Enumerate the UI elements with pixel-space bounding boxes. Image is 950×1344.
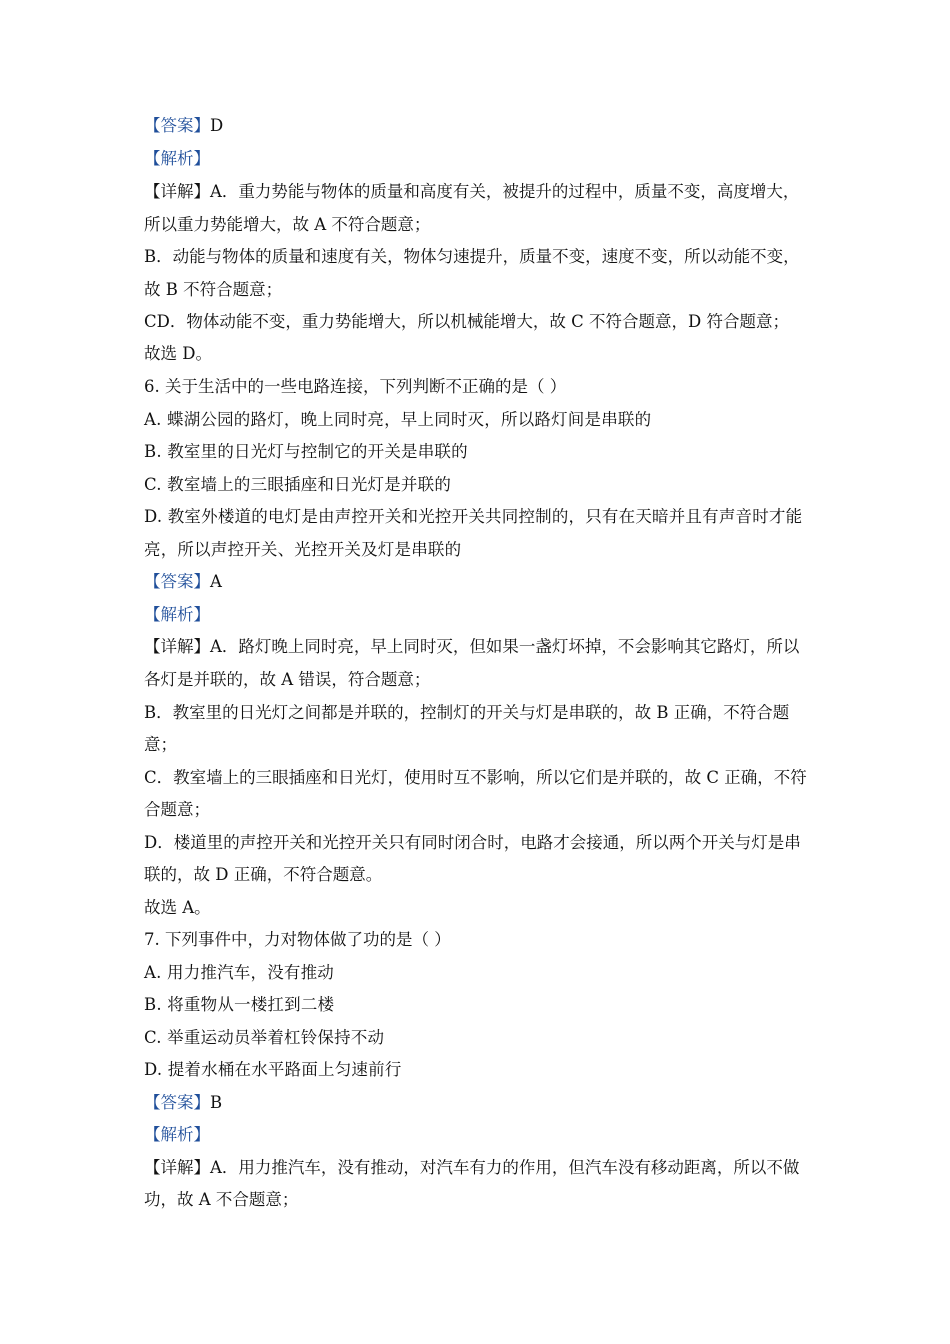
q7-detail-line-1 [144,1155,824,1181]
q6-detail-line-2: 各灯是并联的，故 A 错误，符合题意； [144,670,431,689]
detail-text: A．重力势能与物体的质量和高度有关，被提升的过程中，质量不变，高度增大， [210,182,800,201]
q5-detail-line-5: CD．物体动能不变，重力势能增大，所以机械能增大，故 C 不符合题意，D 符合题意； [144,312,789,331]
detail-text: A．路灯晚上同时亮，早上同时灭，但如果一盏灯坏掉，不会影响其它路灯，所以 [210,637,800,656]
q6-option-b: B. 教室里的日光灯与控制它的开关是串联的 [144,442,468,461]
q5-detail-line-3: B．动能与物体的质量和速度有关，物体匀速提升，质量不变，速度不变，所以动能不变， [144,247,800,266]
q6-detail-line-6: 合题意； [144,800,210,819]
q6-option-c: C. 教室墙上的三眼插座和日光灯是并联的 [144,475,452,494]
q6-detail-line-3: B．教室里的日光灯之间都是并联的，控制灯的开关与灯是串联的，故 B 正确，不符合题 [144,703,790,722]
q5-detail-line-2: 所以重力势能增大，故 A 不符合题意； [144,215,431,234]
answer-tag: 【答案】 [144,572,210,591]
q6-option-d-cont: 亮，所以声控开关、光控开关及灯是串联的 [144,540,462,559]
q5-answer-line [144,113,824,139]
q5-detail-line-1 [144,179,824,205]
q6-detail-line-5: C．教室墙上的三眼插座和日光灯，使用时互不影响，所以它们是并联的，故 C 正确，不符 [144,768,807,787]
answer-value: B [210,1093,223,1112]
analysis-tag: 【解析】 [144,605,210,624]
q6-answer-line [144,569,824,595]
detail-tag: 【详解】 [144,637,210,656]
q7-stem: 7. 下列事件中，力对物体做了功的是（ ） [144,930,451,949]
q6-detail-line-4: 意； [144,735,177,754]
q7-option-b: B. 将重物从一楼扛到二楼 [144,995,335,1014]
detail-text: A．用力推汽车，没有推动，对汽车有力的作用，但汽车没有移动距离，所以不做 [210,1158,800,1177]
q7-option-d: D. 提着水桶在水平路面上匀速前行 [144,1060,402,1079]
q6-analysis-line [144,602,824,628]
q6-detail-line-7: D．楼道里的声控开关和光控开关只有同时闭合时，电路才会接通，所以两个开关与灯是串 [144,833,801,852]
q5-detail-line-4: 故 B 不符合题意； [144,280,283,299]
q6-detail-line-9: 故选 A。 [144,898,211,917]
q7-answer-line [144,1090,824,1116]
detail-tag: 【详解】 [144,182,210,201]
q7-detail-line-2: 功，故 A 不合题意； [144,1190,299,1209]
q5-detail-line-6: 故选 D。 [144,344,212,363]
q7-analysis-line [144,1122,824,1148]
detail-tag: 【详解】 [144,1158,210,1177]
answer-value: A [210,572,222,591]
q6-detail-line-1 [144,634,824,660]
q6-stem: 6. 关于生活中的一些电路连接，下列判断不正确的是（ ） [144,377,567,396]
q6-option-d: D. 教室外楼道的电灯是由声控开关和光控开关共同控制的，只有在天暗并且有声音时才能 [144,507,803,526]
q7-option-c: C. 举重运动员举着杠铃保持不动 [144,1028,385,1047]
q6-option-a: A. 蝶湖公园的路灯，晚上同时亮，早上同时灭，所以路灯间是串联的 [144,410,652,429]
answer-value: D [210,116,224,135]
q6-detail-line-8: 联的，故 D 正确，不符合题意。 [144,865,383,884]
analysis-tag: 【解析】 [144,1125,210,1144]
analysis-tag: 【解析】 [144,149,210,168]
q7-option-a: A. 用力推汽车，没有推动 [144,963,335,982]
answer-tag: 【答案】 [144,1093,210,1112]
q5-analysis-line [144,146,824,172]
answer-tag: 【答案】 [144,116,210,135]
